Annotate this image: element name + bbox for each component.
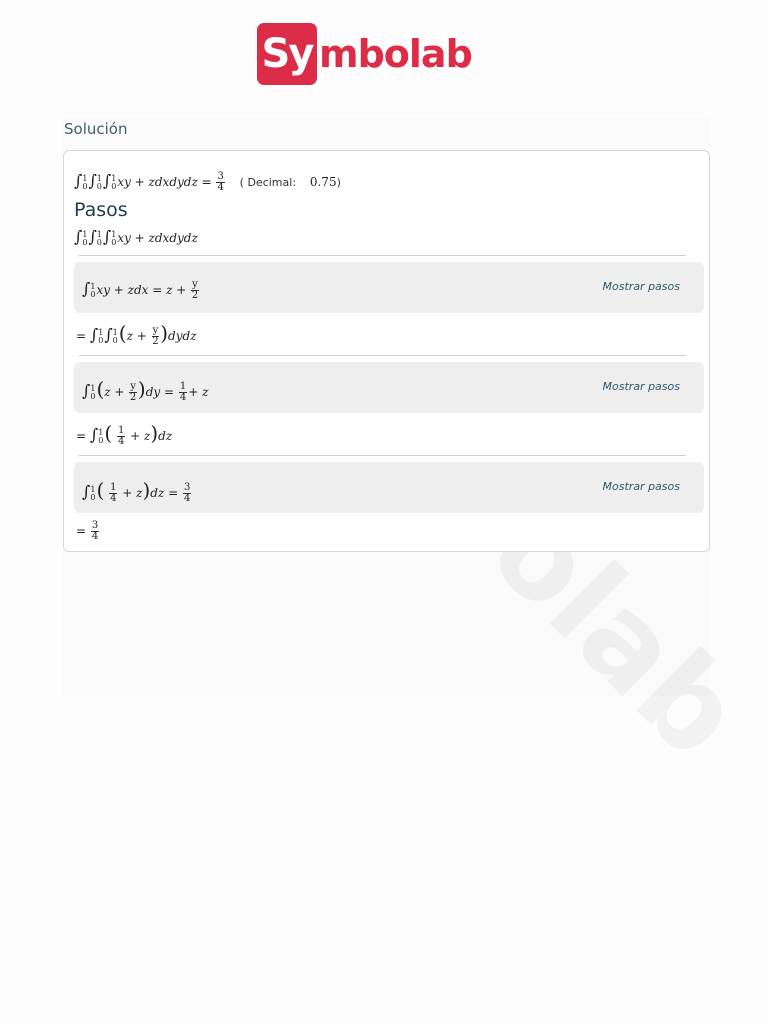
step-3-equation: ∫ 1 0 ( $\frac{1}{4}$ + z)dz = $\frac{3}{4}$ (82, 478, 191, 504)
initial-expression: ∫ 1 0 ∫ 1 0 ∫ 1 0 xy + zdxdydz (74, 227, 198, 247)
step-1[interactable] (74, 262, 704, 313)
step-2-result: = ∫ 1 0 ( $\frac{1}{4}$ + z)dz (76, 421, 173, 447)
divider (79, 255, 686, 256)
step-1-equation: ∫ 1 0 xy + zdx = z + $\frac{y}{2}$ (82, 279, 199, 301)
show-steps-button[interactable]: Mostrar pasos (602, 480, 680, 493)
final-result: = $\frac{3}{4}$ (76, 520, 99, 542)
solution-card (63, 150, 710, 552)
solution-title: Solución (64, 120, 128, 138)
divider (79, 455, 686, 456)
symbolab-logo[interactable] (257, 23, 472, 85)
divider (79, 355, 686, 356)
step-3[interactable] (74, 462, 704, 513)
show-steps-button[interactable]: Mostrar pasos (602, 280, 680, 293)
steps-title: Pasos (74, 199, 128, 221)
step-1-result: = ∫ 1 0 ∫ 1 0 (z + $\frac{y}{2}$ )dydz (76, 321, 197, 347)
result-equation: ∫ 1 0 ∫ 1 0 ∫ 1 0 xy + zdxdydz = $\frac{3}{4}$ ( Decimal: 0.75) (74, 171, 341, 193)
step-2[interactable] (74, 362, 704, 413)
logo-text: mbolab (319, 32, 472, 76)
step-2-equation: ∫ 1 0 (z + $\frac{y}{2}$ )dy = $\frac{1}{4}$ + z (82, 377, 209, 403)
logo-box: Sy (257, 23, 317, 85)
decimal-value: 0.75 (309, 175, 337, 189)
show-steps-button[interactable]: Mostrar pasos (602, 380, 680, 393)
